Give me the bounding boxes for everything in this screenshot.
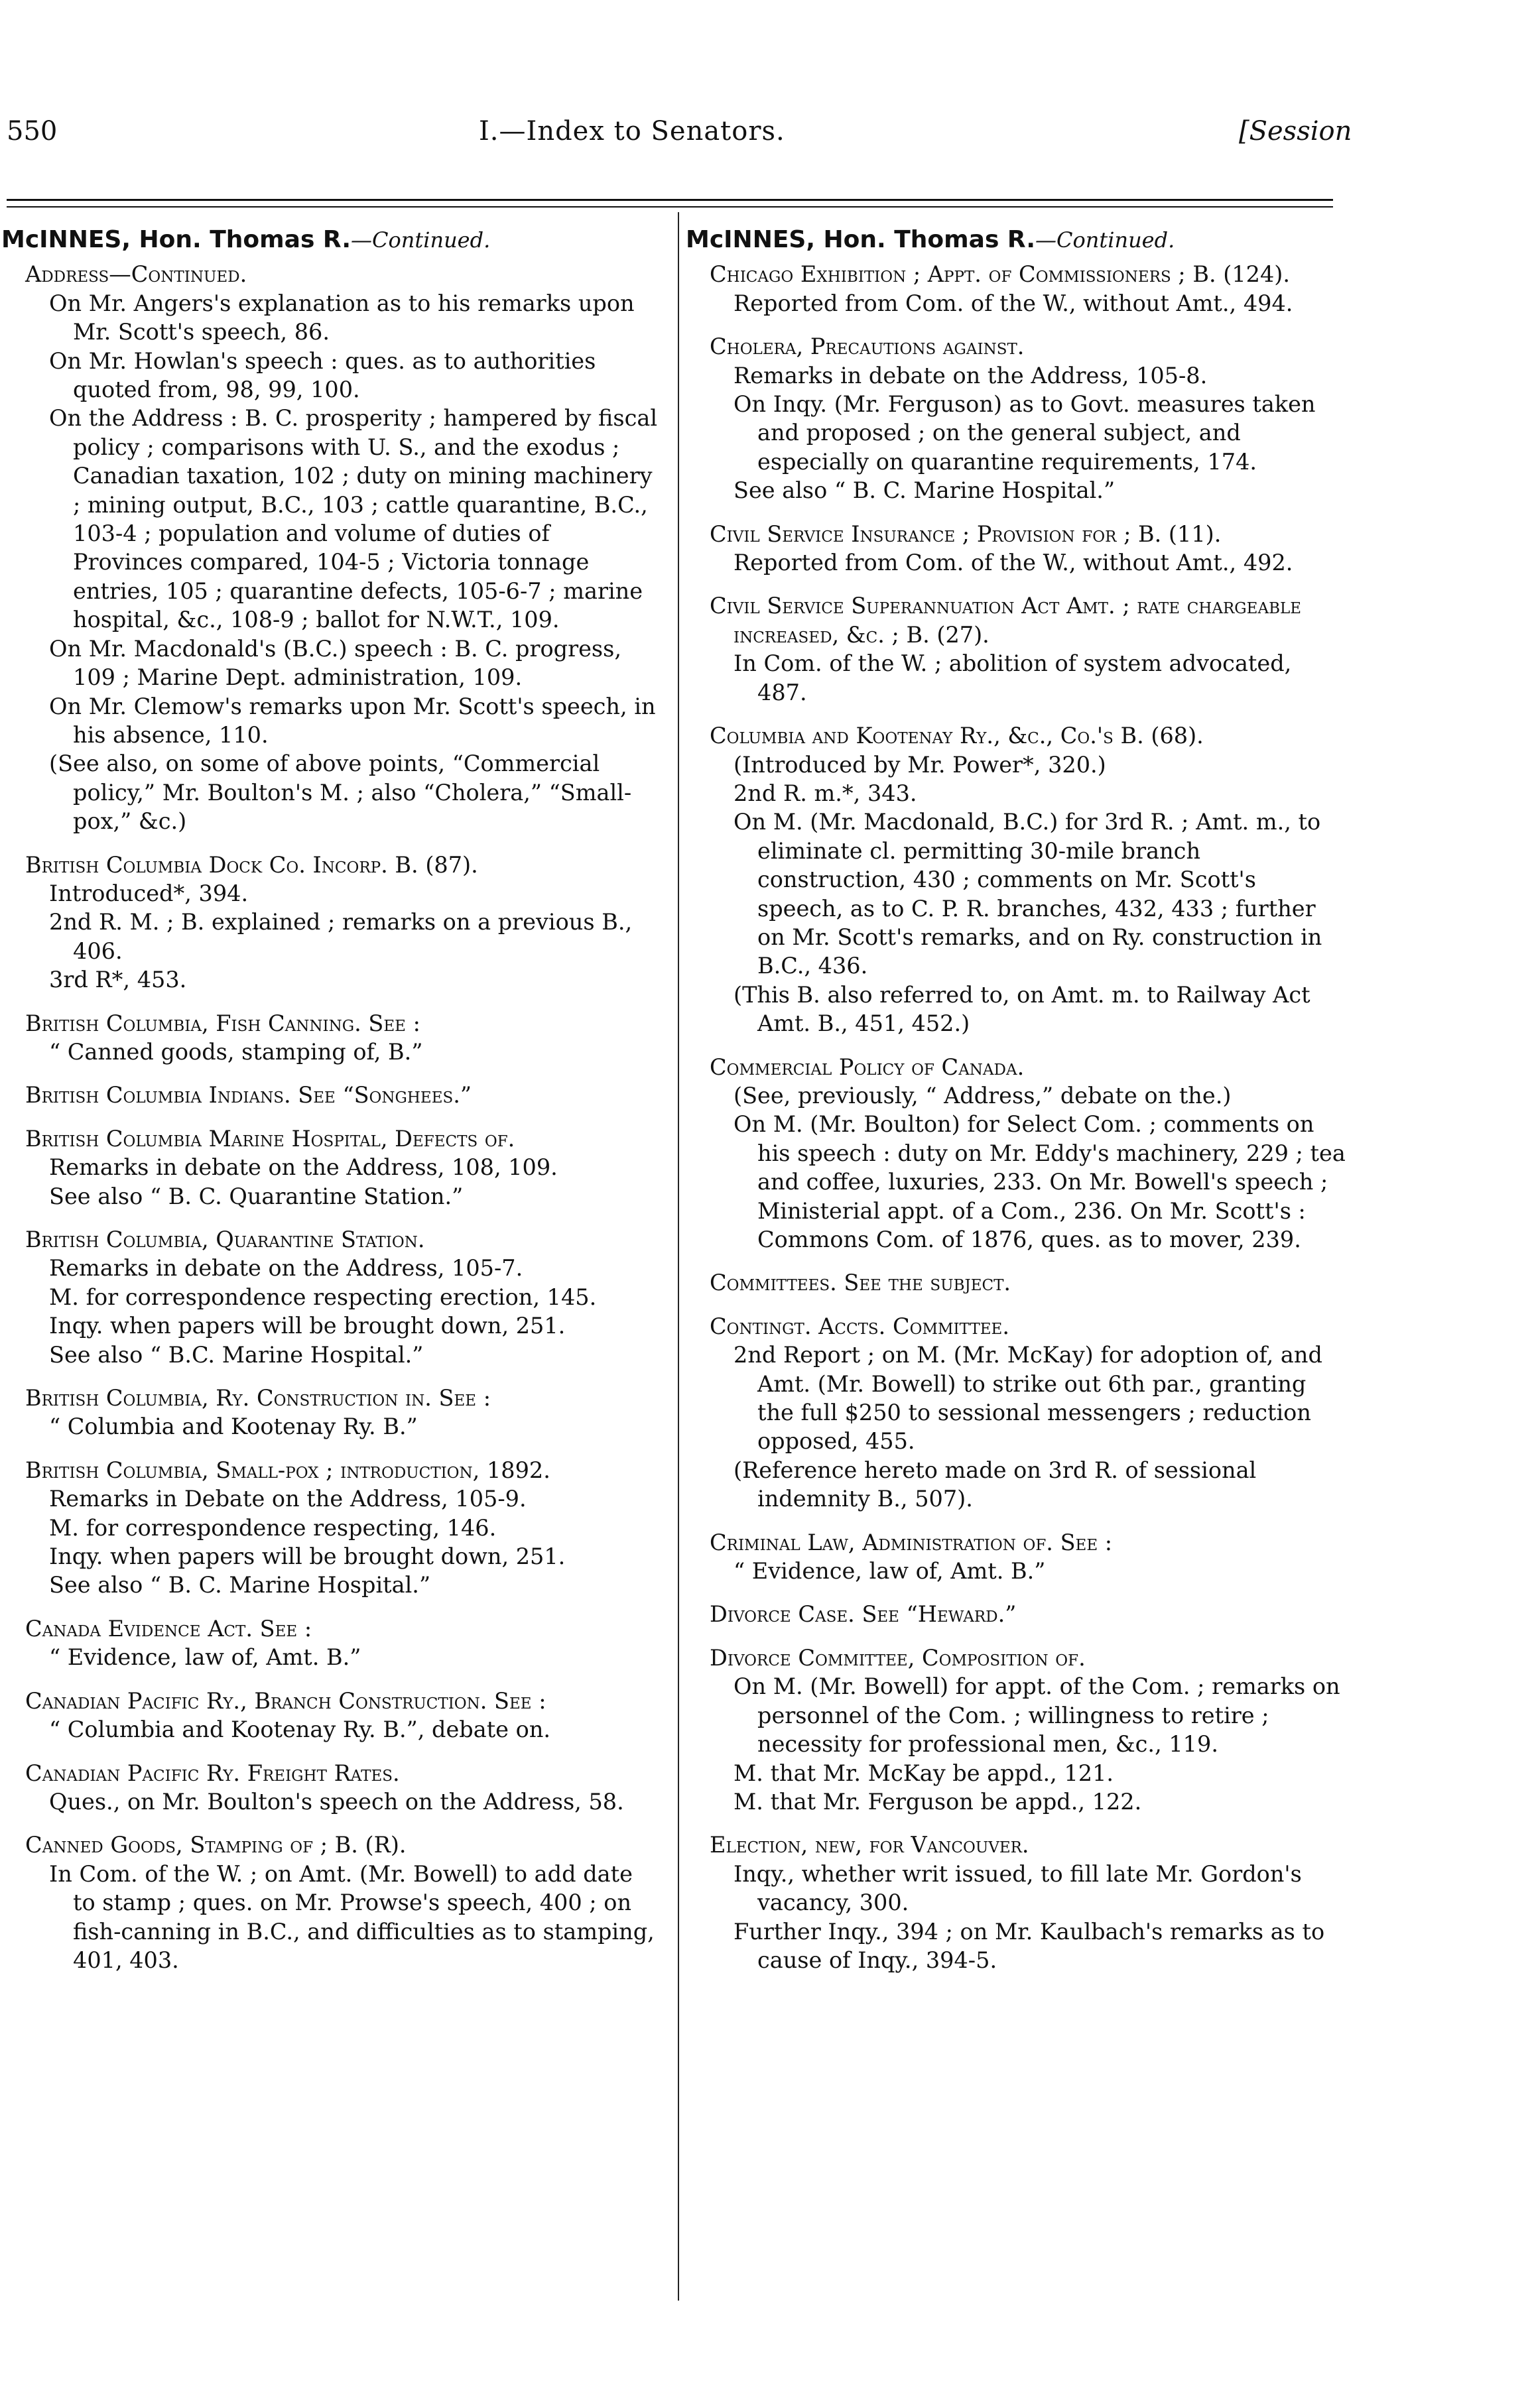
running-title: I.—Index to Senators.: [479, 116, 785, 147]
entry-line: “ Evidence, law of, Amt. B.”: [49, 1644, 361, 1671]
header-rule-bottom: [7, 206, 1333, 208]
index-entry: [710, 1053, 1346, 1254]
entry-line: On M. (Mr. Bowell) for appt. of the Com. ; remarks on personnel of the Com. ; willingness to retire ; necessity for professional men, &c., 119.: [734, 1673, 1340, 1758]
entry-line: See also “ B.C. Marine Hospital.”: [49, 1341, 424, 1368]
entry-line: “ Columbia and Kootenay Ry. B.”: [49, 1414, 418, 1440]
index-entry: [25, 1225, 662, 1369]
index-entry: [25, 1009, 662, 1067]
entry-line: 2nd R. M. ; B. explained ; remarks on a previous B., 406.: [49, 909, 633, 964]
entry-line: (This B. also referred to, on Amt. m. to Railway Act Amt. B., 451, 452.): [734, 981, 1310, 1037]
index-entry: [710, 1312, 1346, 1514]
entry-heading: Divorce Case. See “Heward.”: [710, 1601, 1017, 1628]
entry-line: M. for correspondence respecting, 146.: [49, 1514, 497, 1541]
index-entry: [710, 1268, 1346, 1297]
entry-line: See also “ B. C. Marine Hospital.”: [734, 477, 1116, 504]
entry-line: On Mr. Howlan's speech : ques. as to authorities quoted from, 98, 99, 100.: [49, 347, 596, 403]
entry-line: On M. (Mr. Boulton) for Select Com. ; comments on his speech : duty on Mr. Eddy's machinery, 229 ; tea and coffee, luxuries, 233. On Mr. Bowell's speech ; Ministerial appt. of a Com., 236. On Mr. Scott's : Commons Com. of 1876, ques. as to mover, 239.: [734, 1111, 1346, 1252]
entry-line: Inqy. when papers will be brought down, 251.: [49, 1313, 566, 1339]
entry-line: Introduced*, 394.: [49, 880, 249, 906]
continued-heading: McINNES, Hon. Thomas R.—Continued.: [686, 226, 1175, 253]
entry-line: See also “ B. C. Marine Hospital.”: [49, 1572, 431, 1598]
entry-line: Reported from Com. of the W., without Amt., 494.: [734, 290, 1293, 316]
entry-heading: Canadian Pacific Ry., Branch Construction. See :: [25, 1687, 546, 1714]
entry-line: “ Columbia and Kootenay Ry. B.”, debate on.: [49, 1716, 551, 1743]
index-entry: [25, 260, 662, 835]
index-entry: [710, 1600, 1346, 1628]
entry-line: 2nd Report ; on M. (Mr. McKay) for adoption of, and Amt. (Mr. Bowell) to strike out 6th par., granting the full $250 to sessional messengers ; reduction opposed, 455.: [734, 1342, 1322, 1455]
entry-line: Remarks in debate on the Address, 105-8.: [734, 362, 1208, 389]
entry-heading: Contingt. Accts. Committee.: [710, 1313, 1009, 1339]
entry-line: (See also, on some of above points, “Commercial policy,” Mr. Boulton's M. ; also “Cholera,” “Small-pox,” &c.): [49, 751, 632, 835]
entry-heading: Commercial Policy of Canada.: [710, 1054, 1025, 1080]
entry-line: In Com. of the W. ; abolition of system advocated, 487.: [734, 650, 1292, 705]
entry-heading: Election, new, for Vancouver.: [710, 1832, 1029, 1858]
entry-heading: Canned Goods, Stamping of ; B. (R).: [25, 1832, 407, 1858]
entry-line: Remarks in debate on the Address, 108, 109.: [49, 1154, 558, 1181]
index-entry: [710, 721, 1346, 1038]
entry-line: On Mr. Macdonald's (B.C.) speech : B. C. progress, 109 ; Marine Dept. administration, 109.: [49, 635, 621, 691]
entry-heading: Columbia and Kootenay Ry., &c., Co.'s B. (68).: [710, 723, 1204, 749]
entry-line: On the Address : B. C. prosperity ; hampered by fiscal policy ; comparisons with U. S., and the exodus ; Canadian taxation, 102 ; duty on mining machinery ; mining output, B.C., 103 ; cattle quarantine, B.C., 103-4 ; population and volume of duties of Provinces compared, 104-5 ; Victoria tonnage entries, 105 ; quarantine defects, 105-6-7 ; marine hospital, &c., 108-9 ; ballot for N.W.T., 109.: [49, 405, 658, 633]
page-number: 550: [7, 116, 58, 147]
entry-line: Remarks in debate on the Address, 105-7.: [49, 1255, 523, 1282]
index-entry: [25, 1614, 662, 1672]
entry-heading: Canadian Pacific Ry. Freight Rates.: [25, 1760, 400, 1786]
entry-line: On Mr. Clemow's remarks upon Mr. Scott's speech, in his absence, 110.: [49, 693, 656, 748]
entry-line: Inqy., whether writ issued, to fill late Mr. Gordon's vacancy, 300.: [734, 1860, 1302, 1916]
entry-line: M. for correspondence respecting erection, 145.: [49, 1284, 597, 1310]
index-entry: [25, 851, 662, 994]
column-divider: [678, 212, 679, 2301]
entry-line: See also “ B. C. Quarantine Station.”: [49, 1183, 464, 1209]
entry-line: 2nd R. m.*, 343.: [734, 780, 917, 806]
index-entry: [710, 520, 1346, 577]
entry-heading: British Columbia Marine Hospital, Defects of.: [25, 1125, 515, 1152]
left-column: [1, 225, 662, 1989]
entry-line: “ Canned goods, stamping of, B.”: [49, 1038, 423, 1065]
entry-line: On Inqy. (Mr. Ferguson) as to Govt. measures taken and proposed ; on the general subject, and especially on quarantine requirements, 174.: [734, 391, 1316, 475]
entry-heading: Divorce Committee, Composition of.: [710, 1644, 1086, 1671]
entry-line: On M. (Mr. Macdonald, B.C.) for 3rd R. ; Amt. m., to eliminate cl. permitting 30-mile branch construction, 430 ; comments on Mr. Scott's speech, as to C. P. R. branches, 432, 433 ; further on Mr. Scott's remarks, and on Ry. construction in B.C., 436.: [734, 809, 1322, 979]
entry-heading: Address—Continued.: [25, 261, 247, 288]
entry-line: On Mr. Angers's explanation as to his remarks upon Mr. Scott's speech, 86.: [49, 290, 635, 345]
index-entry: [25, 1384, 662, 1441]
entry-line: 3rd R*, 453.: [49, 967, 187, 993]
index-entry: [25, 1124, 662, 1211]
session-label: [Session: [1239, 116, 1352, 147]
entry-line: In Com. of the W. ; on Amt. (Mr. Bowell) to add date to stamp ; ques. on Mr. Prowse's speech, 400 ; on fish-canning in B.C., and difficulties as to stamping, 401, 403.: [49, 1860, 655, 1973]
index-entry: [25, 1456, 662, 1600]
entry-heading: British Columbia, Fish Canning. See :: [25, 1010, 420, 1036]
index-entry: [710, 1528, 1346, 1586]
index-entry: [25, 1687, 662, 1744]
entry-heading: Criminal Law, Administration of. See :: [710, 1529, 1113, 1555]
entry-line: “ Evidence, law of, Amt. B.”: [734, 1558, 1046, 1585]
entry-heading: British Columbia, Quarantine Station.: [25, 1227, 425, 1252]
entry-line: Reported from Com. of the W., without Amt., 492.: [734, 550, 1293, 576]
entry-heading: British Columbia, Small-pox ; introduction, 1892.: [25, 1457, 550, 1483]
entry-line: Further Inqy., 394 ; on Mr. Kaulbach's remarks as to cause of Inqy., 394-5.: [734, 1918, 1325, 1973]
index-entry: [710, 260, 1346, 318]
entry-line: M. that Mr. McKay be appd., 121.: [734, 1760, 1114, 1786]
entry-line: Remarks in Debate on the Address, 105-9.: [49, 1486, 527, 1512]
right-column: [686, 225, 1346, 1989]
entry-line: M. that Mr. Ferguson be appd., 122.: [734, 1788, 1142, 1815]
index-entry: [25, 1831, 662, 1974]
index-entry: [710, 1644, 1346, 1816]
index-entry: [710, 332, 1346, 505]
entry-heading: Cholera, Precautions against.: [710, 333, 1025, 360]
entry-heading: Canada Evidence Act. See :: [25, 1615, 312, 1642]
entry-heading: Civil Service Superannuation Act Amt. ; rate chargeable increased, &c. ; B. (27).: [710, 593, 1302, 648]
continued-heading: McINNES, Hon. Thomas R.—Continued.: [1, 226, 491, 253]
entry-line: Ques., on Mr. Boulton's speech on the Address, 58.: [49, 1788, 624, 1815]
entry-heading: Committees. See the subject.: [710, 1270, 1011, 1296]
index-entry: [25, 1759, 662, 1817]
index-entry: [25, 1081, 662, 1109]
entry-heading: British Columbia Dock Co. Incorp. B. (87).: [25, 851, 478, 878]
entry-line: (See, previously, “ Address,” debate on the.): [734, 1082, 1232, 1109]
page-header: [0, 116, 1532, 162]
index-entry: [710, 1831, 1346, 1974]
entry-line: (Reference hereto made on 3rd R. of sessional indemnity B., 507).: [734, 1457, 1257, 1512]
entry-heading: Chicago Exhibition ; Appt. of Commissioners ; B. (124).: [710, 261, 1290, 288]
entry-line: Inqy. when papers will be brought down, 251.: [49, 1543, 566, 1570]
entry-heading: Civil Service Insurance ; Provision for ; B. (11).: [710, 520, 1222, 547]
index-entry: [710, 591, 1346, 707]
entry-heading: British Columbia, Ry. Construction in. See :: [25, 1385, 491, 1412]
entry-line: (Introduced by Mr. Power*, 320.): [734, 751, 1106, 778]
header-rule-top: [7, 199, 1333, 201]
entry-heading: British Columbia Indians. See “Songhees.”: [25, 1082, 472, 1109]
